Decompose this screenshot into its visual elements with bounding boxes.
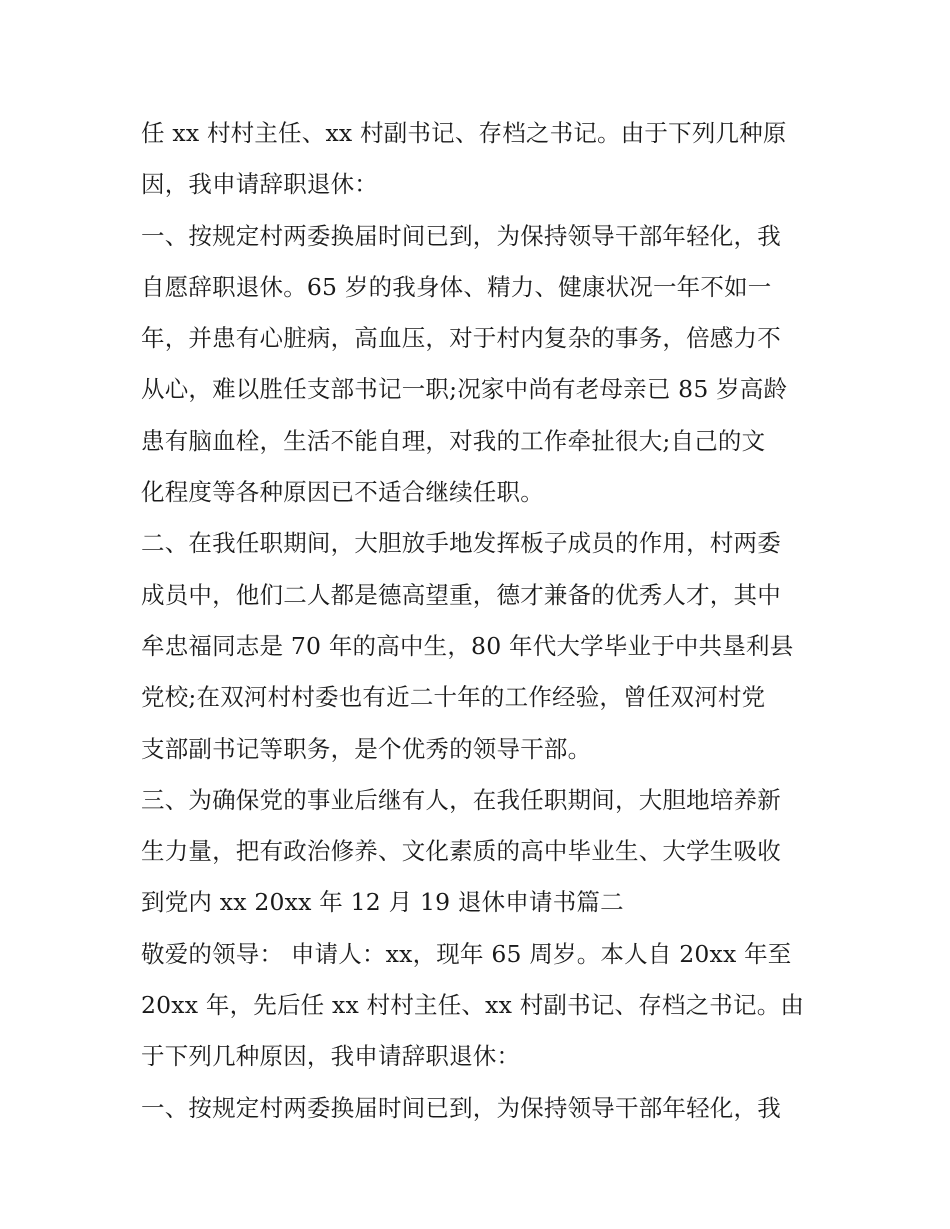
- text-line: 牟忠福同志是 70 年的高中生，80 年代大学毕业于中共垦利县: [141, 631, 794, 660]
- document-body: [141, 108, 831, 1134]
- text-line: 一、按规定村两委换届时间已到，为保持领导干部年轻化，我: [141, 221, 781, 250]
- text-line: 到党内 xx 20xx 年 12 月 19 退休申请书篇二: [141, 888, 624, 917]
- text-line: 从心，难以胜任支部书记一职;况家中尚有老母亲已 85 岁高龄: [141, 375, 788, 404]
- text-line: 支部副书记等职务，是个优秀的领导干部。: [141, 734, 592, 763]
- text-line: 年，并患有心脏病，高血压，对于村内复杂的事务，倍感力不: [141, 324, 781, 353]
- text-line: 三、为确保党的事业后继有人，在我任职期间，大胆地培养新: [141, 785, 781, 814]
- text-line: 于下列几种原因，我申请辞职退休：: [141, 1042, 521, 1071]
- text-line: 成员中，他们二人都是德高望重，德才兼备的优秀人才，其中: [141, 580, 781, 609]
- text-line: 20xx 年，先后任 xx 村村主任、xx 村副书记、存档之书记。由: [141, 991, 805, 1020]
- text-line: 生力量，把有政治修养、文化素质的高中毕业生、大学生吸收: [141, 837, 781, 866]
- text-line: 化程度等各种原因已不适合继续任职。: [141, 478, 544, 507]
- text-line: 敬爱的领导： 申请人：xx，现年 65 周岁。本人自 20xx 年至: [141, 939, 792, 968]
- text-line: 党校;在双河村村委也有近二十年的工作经验，曾任双河村党: [141, 683, 766, 712]
- text-line: 自愿辞职退休。65 岁的我身体、精力、健康状况一年不如一: [141, 272, 772, 301]
- text-line: 因，我申请辞职退休：: [141, 170, 378, 199]
- text-line: 任 xx 村村主任、xx 村副书记、存档之书记。由于下列几种原: [141, 119, 787, 147]
- text-line: 患有脑血栓，生活不能自理，对我的工作牵扯很大;自己的文: [141, 426, 766, 455]
- text-line: 二、在我任职期间，大胆放手地发挥板子成员的作用，村两委: [141, 529, 781, 558]
- text-line: 一、按规定村两委换届时间已到，为保持领导干部年轻化，我: [141, 1093, 781, 1122]
